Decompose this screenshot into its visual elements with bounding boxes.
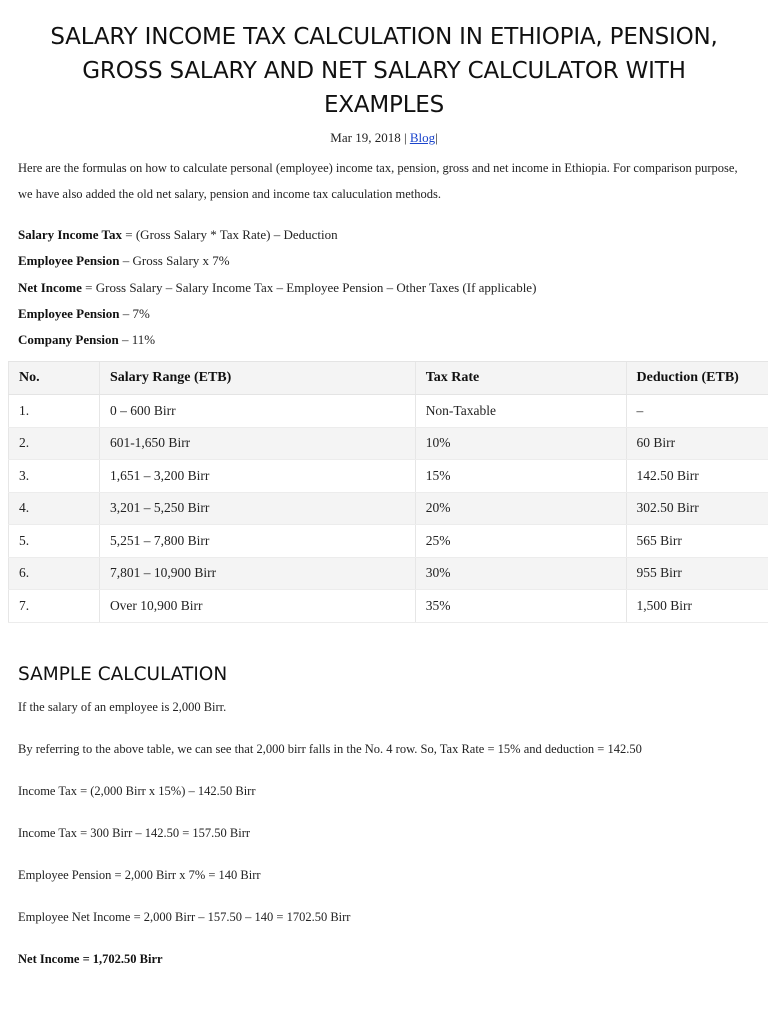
table-cell: 10% xyxy=(415,427,626,460)
tax-rate-table xyxy=(8,361,768,623)
table-cell: 20% xyxy=(415,492,626,525)
table-cell: 3,201 – 5,250 Birr xyxy=(99,492,415,525)
sample-line: Employee Pension = 2,000 Birr x 7% = 140 Birr xyxy=(18,868,261,882)
meta-separator: | xyxy=(435,130,438,145)
table-row xyxy=(9,460,768,493)
formula-label: Company Pension xyxy=(18,332,119,348)
table-cell: 5,251 – 7,800 Birr xyxy=(99,525,415,558)
formula-list xyxy=(18,222,758,353)
formula-label: Employee Pension xyxy=(18,305,120,321)
table-cell: 7,801 – 10,900 Birr xyxy=(99,557,415,590)
net-income-result: Net Income = 1,702.50 Birr xyxy=(18,952,163,966)
table-cell: Over 10,900 Birr xyxy=(99,590,415,623)
sample-line: Employee Net Income = 2,000 Birr – 157.50 – 140 = 1702.50 Birr xyxy=(18,910,351,924)
table-cell: 1,651 – 3,200 Birr xyxy=(99,460,415,493)
sample-line: Income Tax = (2,000 Birr x 15%) – 142.50 Birr xyxy=(18,784,256,798)
table-cell: 1. xyxy=(9,395,100,428)
column-header-deduction: Deduction (ETB) xyxy=(626,362,768,395)
table-row xyxy=(9,492,768,525)
formula-text: = (Gross Salary * Tax Rate) – Deduction xyxy=(122,227,338,242)
table-row xyxy=(9,395,768,428)
column-header-tax-rate: Tax Rate xyxy=(415,362,626,395)
meta-separator: | xyxy=(400,130,410,145)
table-cell: 25% xyxy=(415,525,626,558)
table-row xyxy=(9,427,768,460)
formula-text: – 7% xyxy=(119,305,150,321)
table-cell: 5. xyxy=(9,525,100,558)
post-meta xyxy=(0,130,768,146)
table-cell: 601-1,650 Birr xyxy=(99,427,415,460)
table-header-row xyxy=(9,362,768,395)
formula-employee-pension xyxy=(18,248,758,274)
formula-label: Salary Income Tax xyxy=(18,227,123,242)
formula-employee-pension-rate xyxy=(18,301,758,327)
formula-text: – Gross Salary x 7% xyxy=(119,253,230,269)
table-row xyxy=(9,525,768,558)
table-cell: 3. xyxy=(9,460,100,493)
formula-company-pension-rate xyxy=(18,327,758,353)
table-row xyxy=(9,557,768,590)
sample-line: By referring to the above table, we can see that 2,000 birr falls in the No. 4 row. So, Tax Rate = 15% and deduction = 142.50 xyxy=(18,742,642,756)
formula-label: Net Income xyxy=(18,279,82,295)
sample-line: Income Tax = 300 Birr – 142.50 = 157.50 Birr xyxy=(18,826,251,840)
post-date: Mar 19, 2018 xyxy=(330,130,401,145)
intro-paragraph: Here are the formulas on how to calculate personal (employee) income tax, pension, gross and net income in Ethiopia. For comparison purpose, we have also added the old net salary, pension and income tax caluculation methods. xyxy=(18,161,738,201)
column-header-no: No. xyxy=(9,362,100,395)
column-header-salary-range: Salary Range (ETB) xyxy=(99,362,415,395)
formula-text: = Gross Salary – Salary Income Tax – Employee Pension – Other Taxes (If applicable) xyxy=(81,279,537,295)
table-cell: 1,500 Birr xyxy=(626,590,768,623)
formula-label: Employee Pension xyxy=(18,253,120,269)
table-cell: Non-Taxable xyxy=(415,395,626,428)
table-cell: 15% xyxy=(415,460,626,493)
table-cell: 955 Birr xyxy=(626,557,768,590)
table-row xyxy=(9,590,768,623)
table-cell: 565 Birr xyxy=(626,525,768,558)
table-cell: – xyxy=(626,395,768,428)
table-cell: 7. xyxy=(9,590,100,623)
formula-text: – 11% xyxy=(118,332,156,348)
formula-salary-income-tax xyxy=(18,222,758,248)
table-cell: 142.50 Birr xyxy=(626,460,768,493)
sample-calculation xyxy=(18,696,758,990)
table-cell: 35% xyxy=(415,590,626,623)
table-cell: 6. xyxy=(9,557,100,590)
table-cell: 302.50 Birr xyxy=(626,492,768,525)
table-cell: 0 – 600 Birr xyxy=(99,395,415,428)
formula-net-income xyxy=(18,275,758,301)
table-cell: 2. xyxy=(9,427,100,460)
article-title: SALARY INCOME TAX CALCULATION IN ETHIOPIA, PENSION, GROSS SALARY AND NET SALARY CALCULATOR WITH EXAMPLES xyxy=(50,24,718,118)
sample-line: If the salary of an employee is 2,000 Birr. xyxy=(18,700,227,714)
table-cell: 60 Birr xyxy=(626,427,768,460)
table-cell: 30% xyxy=(415,557,626,590)
sample-calculation-heading: SAMPLE CALCULATION xyxy=(18,664,228,685)
table-cell: 4. xyxy=(9,492,100,525)
blog-category-link[interactable]: Blog xyxy=(409,130,436,145)
